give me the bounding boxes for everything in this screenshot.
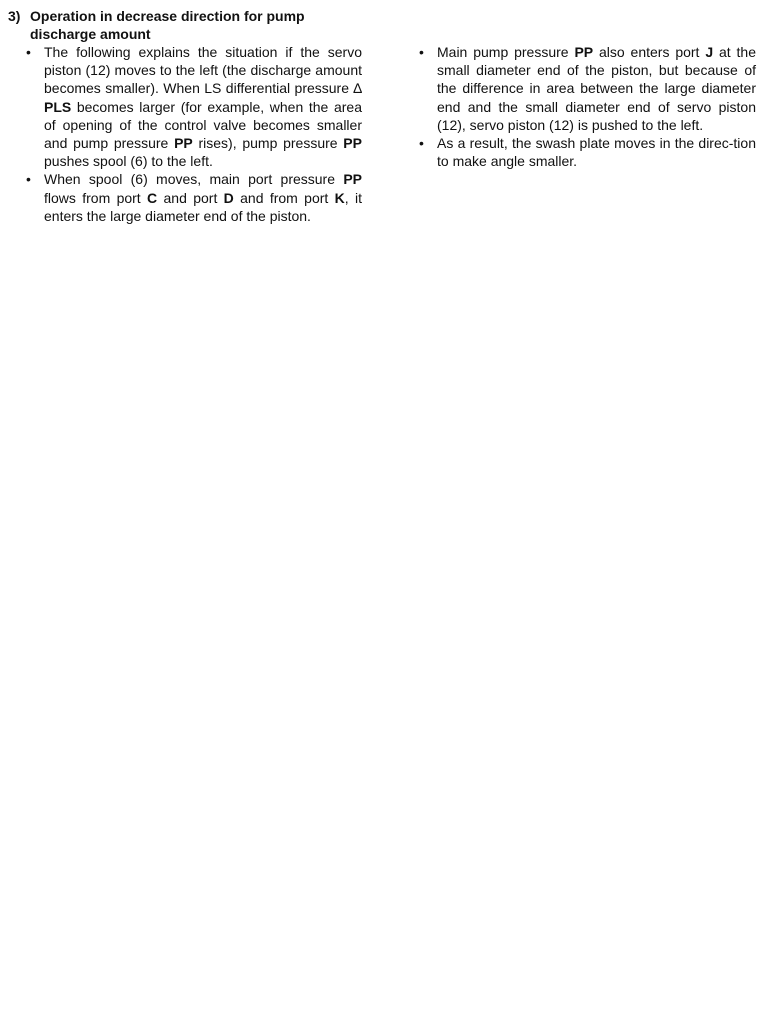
bullet-item bbox=[24, 43, 362, 170]
text-run: The following explains the situation if the servo piston (12) moves to the left (the discharge amount becomes smaller). When LS differential pressure bbox=[44, 44, 362, 97]
bold-term: PP bbox=[343, 135, 362, 152]
bullet-icon: • bbox=[26, 44, 31, 60]
bold-term: C bbox=[147, 189, 158, 206]
text-run: and from port bbox=[233, 189, 335, 206]
text-run: pushes spool (6) to the left. bbox=[44, 153, 213, 170]
section-title: Operation in decrease direction for pump discharge amount bbox=[30, 8, 305, 43]
text-run: flows from port bbox=[44, 189, 148, 206]
bold-term: PP bbox=[343, 171, 362, 188]
section-number: 3) bbox=[8, 8, 21, 24]
text-run: and port bbox=[157, 189, 224, 206]
bullet-text bbox=[437, 134, 756, 170]
bullet-text bbox=[44, 170, 362, 225]
bold-term: J bbox=[705, 44, 714, 60]
bold-term: PP bbox=[174, 135, 193, 152]
right-column bbox=[417, 43, 756, 170]
bold-term: D bbox=[223, 189, 234, 206]
text-run: rises), pump pressure bbox=[192, 135, 344, 152]
text-run: , it enters the large diameter end of the piston. bbox=[44, 189, 362, 224]
bold-term: K bbox=[334, 189, 345, 206]
left-column bbox=[24, 43, 362, 225]
text-run: When spool (6) moves, main port pressure bbox=[44, 171, 344, 188]
bullet-text bbox=[44, 43, 362, 170]
bullet-icon: • bbox=[419, 135, 424, 152]
bold-term: PP bbox=[574, 44, 594, 60]
bold-term: PLS bbox=[44, 98, 72, 115]
bullet-icon: • bbox=[26, 171, 31, 188]
text-run: As a result, the swash plate moves in the direc-tion to make angle smaller. bbox=[437, 135, 756, 170]
text-run: at the small diameter end of the piston, but because of the difference in area between the large diameter end and the small diameter end of servo piston (12), servo piston (12) is pushed to the left. bbox=[437, 44, 756, 133]
bullet-item bbox=[24, 170, 362, 225]
bullet-text bbox=[437, 43, 756, 134]
text-run: ∆ bbox=[353, 80, 362, 97]
section-heading bbox=[8, 7, 368, 43]
bullet-icon: • bbox=[419, 44, 424, 60]
bullet-item bbox=[417, 43, 756, 134]
bullet-item bbox=[417, 134, 756, 170]
text-run: Main pump pressure bbox=[437, 44, 575, 60]
text-run: also enters port bbox=[593, 44, 706, 60]
text-run: becomes larger (for example, when the area of opening of the control valve becomes smaller and pump pressure bbox=[44, 98, 362, 152]
